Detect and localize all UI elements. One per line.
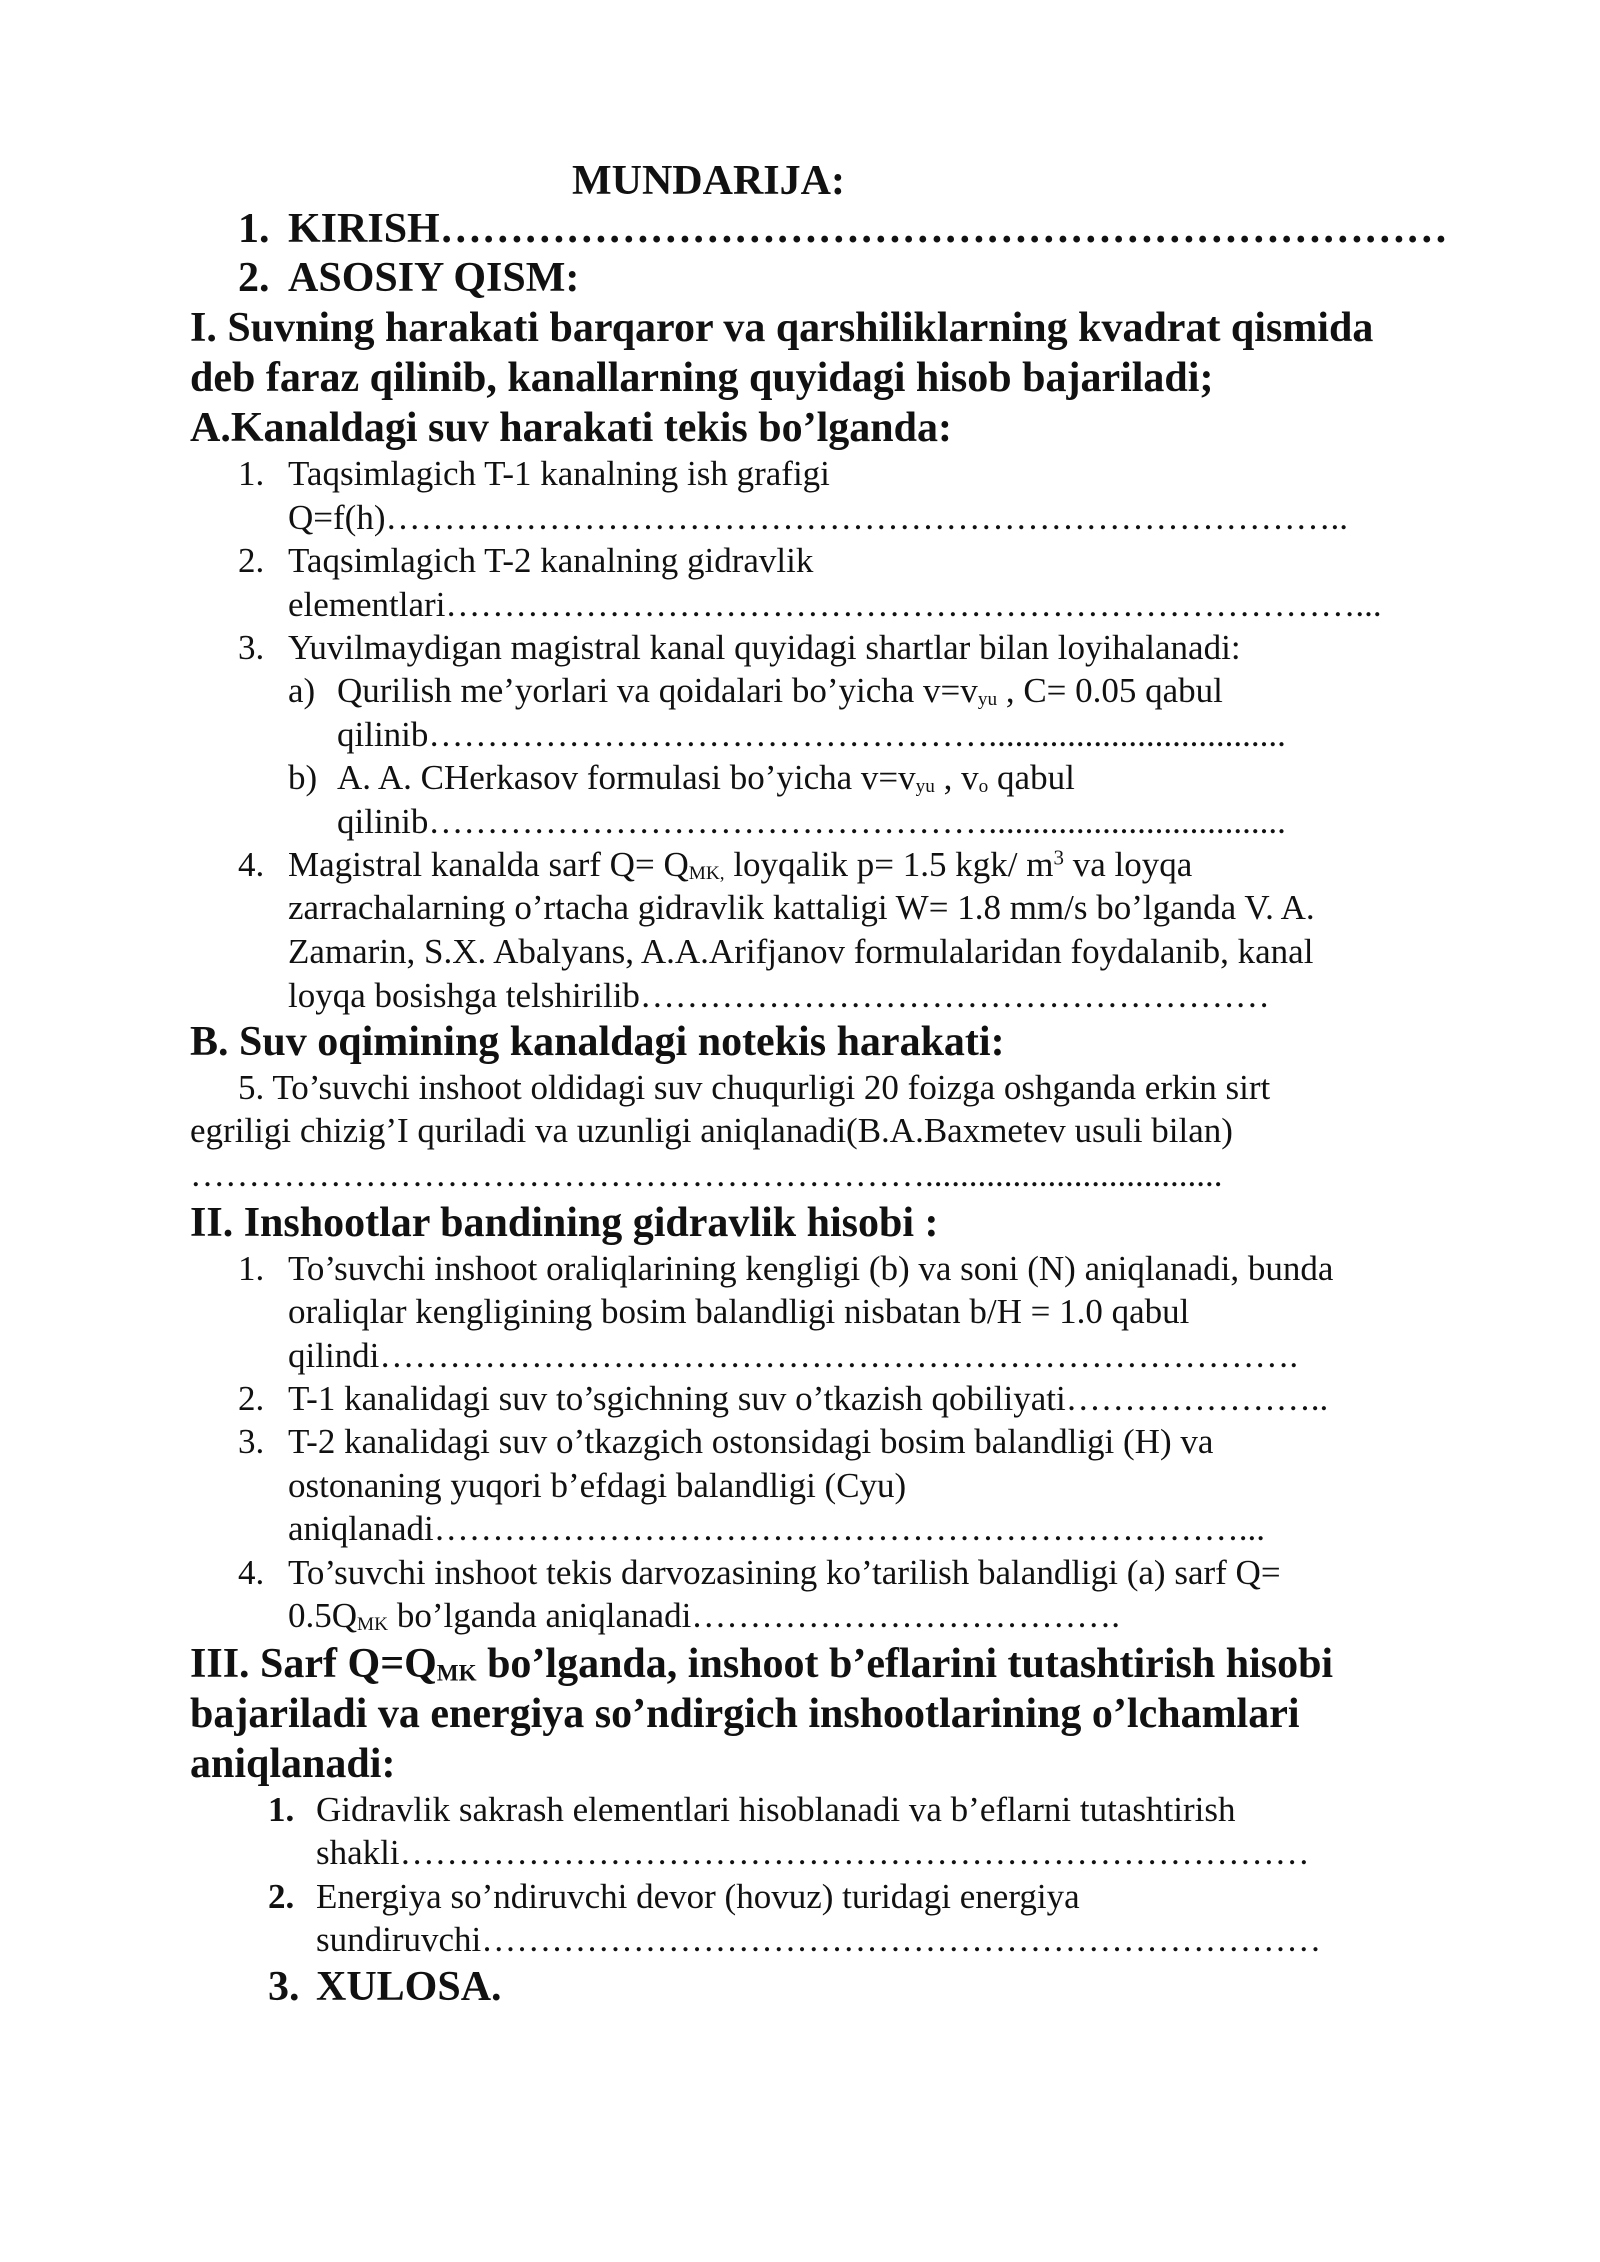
toc-entry-line: egriligi chizig’I quriladi va uzunligi aniqlanadi(B.A.Baxmetev usuli bilan) <box>190 1111 1233 1150</box>
toc-entry-line: oraliqlar kengligining bosim balandligi nisbatan b/H = 1.0 qabul <box>288 1292 1190 1331</box>
toc-entry-line: Magistral kanalda sarf $Q= Q_{MK,}$ loyqalik p= 1.5 kgk/ $m^3$ va loyqa <box>288 845 1193 884</box>
list-letter: b) <box>288 758 318 797</box>
list-number: 2. <box>238 1379 265 1418</box>
list-number: 2. <box>268 1877 295 1916</box>
toc-entry-line: T-2 kanalidagi suv o’tkazgich ostonsidagi bosim balandligi (H) va <box>288 1422 1214 1461</box>
section-heading-line: deb faraz qilinib, kanallarning quyidagi hisob bajariladi; <box>190 355 1214 401</box>
toc-entry-line: Taqsimlagich T-1 kanalning ish grafigi <box>288 454 830 493</box>
list-number: 3. <box>238 628 265 667</box>
toc-number: 1. <box>238 206 270 252</box>
toc-entry-line: T-1 kanalidagi suv to’sgichning suv o’tkazish qobiliyati………………….. <box>288 1379 1329 1418</box>
list-number: 3. <box>238 1422 265 1461</box>
section-heading-line: aniqlanadi: <box>190 1741 396 1787</box>
list-number: 1. <box>238 454 265 493</box>
section-heading: II. Inshootlar bandining gidravlik hisobi : <box>190 1200 939 1246</box>
section-heading: I. Suvning harakati barqaror va qarshiliklarning kvadrat qismida <box>190 305 1374 351</box>
toc-entry-line: qilinib………………………………………….................................. <box>337 802 1286 841</box>
subsection-heading-b: B. Suv oqimining kanaldagi notekis harakati: <box>190 1019 1005 1065</box>
section-heading: III. Sarf $Q=Q_{MK}$ bo’lganda, inshoot b’eflarini tutashtirish hisobi <box>190 1641 1334 1687</box>
toc-entry-line: zarrachalarning o’rtacha gidravlik kattaligi W= 1.8 mm/s bo’lganda V. A. <box>288 888 1315 927</box>
toc-entry-line: 5. To’suvchi inshoot oldidagi suv chuqurligi 20 foizga oshganda erkin sirt <box>238 1068 1271 1107</box>
toc-entry-line: Zamarin, S.X. Abalyans, A.A.Arifjanov formulalaridan foydalanib, kanal <box>288 932 1314 971</box>
toc-number: 2. <box>238 255 270 301</box>
toc-entry-line: ostonaning yuqori b’efdagi balandligi (Cyu) <box>288 1466 907 1505</box>
toc-entry-line: loyqa bosishga telshirilib……………………………………………… <box>288 976 1270 1015</box>
toc-entry-line: qilinib………………………………………….................................. <box>337 715 1286 754</box>
toc-entry-line: elementlari……………………………………………………………………... <box>288 585 1382 624</box>
subsection-heading-a: A.Kanaldagi suv harakati tekis bo’lganda: <box>190 405 952 451</box>
toc-entry-line: $0.5Q_{MK}$ bo’lganda aniqlanadi………………………………. <box>288 1596 1121 1635</box>
section-heading-line: bajariladi va energiya so’ndirgich inshootlarining o’lchamlari <box>190 1691 1300 1737</box>
toc-entry-line: Qurilish me’yorlari va qoidalari bo’yicha $v=v_{yu}$ , C= 0.05 qabul <box>337 671 1223 710</box>
toc-entry-line: qilindi……………………………………………………………………. <box>288 1336 1299 1375</box>
page-title: MUNDARIJA: <box>572 158 845 204</box>
list-number: 4. <box>238 845 265 884</box>
toc-entry-asosiy-qism: ASOSIY QISM: <box>288 255 580 301</box>
toc-entry-line: Q=f(h)……………………………………………………………………….. <box>288 498 1348 537</box>
toc-entry-line: A. A. CHerkasov formulasi bo’yicha $v=v_{yu}$ , $v_o$ qabul <box>337 758 1075 797</box>
toc-entry-line: To’suvchi inshoot tekis darvozasining ko’tarilish balandligi (a) sarf Q= <box>288 1553 1281 1592</box>
list-number: 4. <box>238 1553 265 1592</box>
toc-entry-line: sundiruvchi……………………………………………………………… <box>316 1920 1322 1959</box>
toc-entry-line: Gidravlik sakrash elementlari hisoblanadi va b’eflarni tutashtirish <box>316 1790 1236 1829</box>
list-letter: a) <box>288 671 316 710</box>
toc-entry-line: Taqsimlagich T-2 kanalning gidravlik <box>288 541 814 580</box>
toc-entry-line: Yuvilmaydigan magistral kanal quyidagi shartlar bilan loyihalanadi: <box>288 628 1241 667</box>
toc-entry-line: Energiya so’ndiruvchi devor (hovuz) turidagi energiya <box>316 1877 1080 1916</box>
list-number: 1. <box>268 1790 295 1829</box>
toc-number: 3. <box>268 1964 300 2010</box>
toc-entry-line: aniqlanadi……………………………………………………………... <box>288 1509 1266 1548</box>
toc-entry-line: ……………………………………………………….................................. <box>190 1155 1223 1194</box>
toc-entry-kirish: KIRISH……………………………………………………………… <box>288 206 1448 252</box>
list-number: 1. <box>238 1249 265 1288</box>
toc-entry-xulosa: XULOSA. <box>316 1964 502 2010</box>
toc-entry-line: To’suvchi inshoot oraliqlarining kengligi (b) va soni (N) aniqlanadi, bunda <box>288 1249 1334 1288</box>
list-number: 2. <box>238 541 265 580</box>
toc-entry-line: shakli…………………………………………………………………… <box>316 1833 1310 1872</box>
